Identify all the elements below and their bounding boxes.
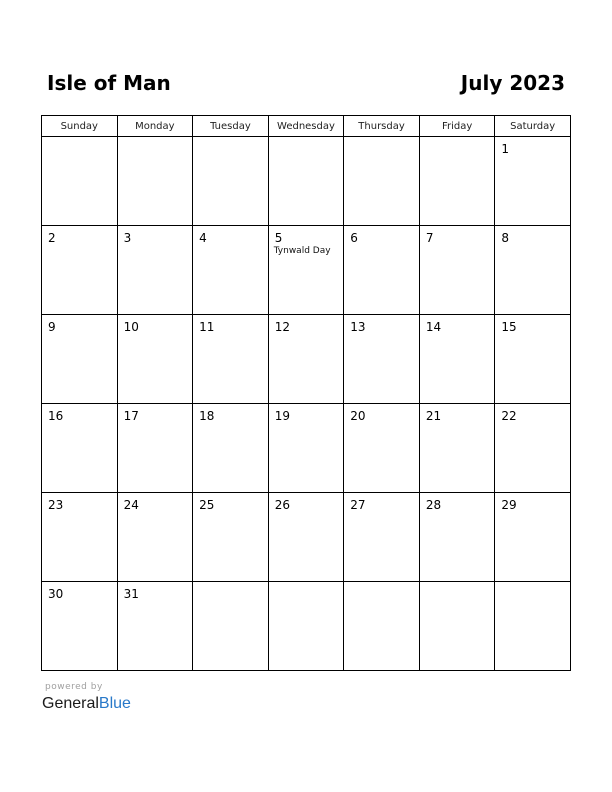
day-cell	[117, 404, 193, 493]
day-number: 30	[48, 587, 64, 601]
day-number: 25	[199, 498, 215, 512]
day-cell	[419, 315, 495, 404]
day-cell	[419, 582, 495, 671]
day-cell	[495, 315, 571, 404]
day-number: 1	[501, 142, 510, 156]
brand-logo	[42, 694, 131, 714]
day-number: 23	[48, 498, 64, 512]
day-number: 13	[350, 320, 366, 334]
day-number: 6	[350, 231, 358, 245]
day-cell	[419, 137, 495, 226]
day-number: 11	[199, 320, 215, 334]
week-row	[42, 137, 571, 226]
day-number: 27	[350, 498, 366, 512]
day-number: 16	[48, 409, 64, 423]
day-cell	[344, 493, 420, 582]
day-cell	[268, 493, 344, 582]
day-number: 9	[48, 320, 56, 334]
day-cell	[42, 137, 118, 226]
region-title: Isle of Man	[47, 71, 171, 95]
day-cell	[117, 315, 193, 404]
week-row	[42, 404, 571, 493]
day-cell	[268, 315, 344, 404]
day-cell	[117, 226, 193, 315]
day-cell	[268, 404, 344, 493]
day-number: 31	[123, 587, 139, 601]
day-number: 4	[199, 231, 207, 245]
day-cell	[193, 404, 269, 493]
week-row	[42, 493, 571, 582]
day-cell	[495, 137, 571, 226]
day-number: 5	[274, 231, 283, 245]
day-cell	[419, 404, 495, 493]
day-cell	[268, 582, 344, 671]
day-cell	[268, 137, 344, 226]
day-cell	[42, 315, 118, 404]
day-cell	[495, 582, 571, 671]
day-cell	[495, 404, 571, 493]
day-cell	[419, 493, 495, 582]
month-year-title: July 2023	[460, 71, 565, 95]
calendar-grid	[41, 115, 571, 671]
weekday-sunday: Sunday	[42, 116, 118, 137]
brand-logo-blue: Blue	[98, 695, 131, 712]
day-number: 2	[48, 231, 56, 245]
day-cell	[193, 137, 269, 226]
day-number: 26	[274, 498, 290, 512]
weekday-thursday: Thursday	[344, 116, 420, 137]
day-number: 18	[199, 409, 215, 423]
day-number: 28	[425, 498, 442, 512]
day-number: 3	[123, 231, 132, 245]
weekday-wednesday: Wednesday	[268, 116, 344, 137]
day-number: 17	[123, 409, 139, 423]
day-cell	[344, 137, 420, 226]
day-cell	[344, 404, 420, 493]
day-number: 29	[501, 498, 517, 512]
day-cell	[268, 226, 344, 315]
day-number: 24	[123, 498, 139, 512]
day-cell	[495, 226, 571, 315]
day-cell	[193, 582, 269, 671]
day-cell	[344, 226, 420, 315]
day-cell	[42, 582, 118, 671]
day-cell	[419, 226, 495, 315]
brand-logo-general: General	[42, 695, 99, 712]
day-cell	[117, 137, 193, 226]
weekday-header-row	[42, 116, 571, 137]
day-number: 12	[274, 320, 290, 334]
weekday-tuesday: Tuesday	[193, 116, 269, 137]
day-cell	[117, 582, 193, 671]
day-number: 14	[425, 320, 442, 334]
day-cell	[193, 315, 269, 404]
day-number: 22	[501, 409, 517, 423]
day-cell	[344, 315, 420, 404]
day-number: 8	[501, 231, 510, 245]
day-cell	[193, 226, 269, 315]
day-number: 10	[123, 320, 139, 334]
holiday-label: Tynwald Day	[273, 246, 331, 256]
day-number: 21	[425, 409, 442, 423]
weekday-friday: Friday	[419, 116, 495, 137]
day-number: 7	[425, 231, 434, 245]
day-cell	[193, 493, 269, 582]
week-row	[42, 315, 571, 404]
day-cell	[42, 404, 118, 493]
weekday-monday: Monday	[117, 116, 193, 137]
day-cell	[42, 493, 118, 582]
powered-by-label: powered by	[45, 682, 103, 692]
day-cell	[495, 493, 571, 582]
day-cell	[117, 493, 193, 582]
week-row	[42, 226, 571, 315]
weekday-saturday: Saturday	[495, 116, 571, 137]
day-number: 15	[501, 320, 517, 334]
day-cell	[42, 226, 118, 315]
day-number: 20	[350, 409, 366, 423]
day-cell	[344, 582, 420, 671]
week-row	[42, 582, 571, 671]
day-number: 19	[274, 409, 290, 423]
